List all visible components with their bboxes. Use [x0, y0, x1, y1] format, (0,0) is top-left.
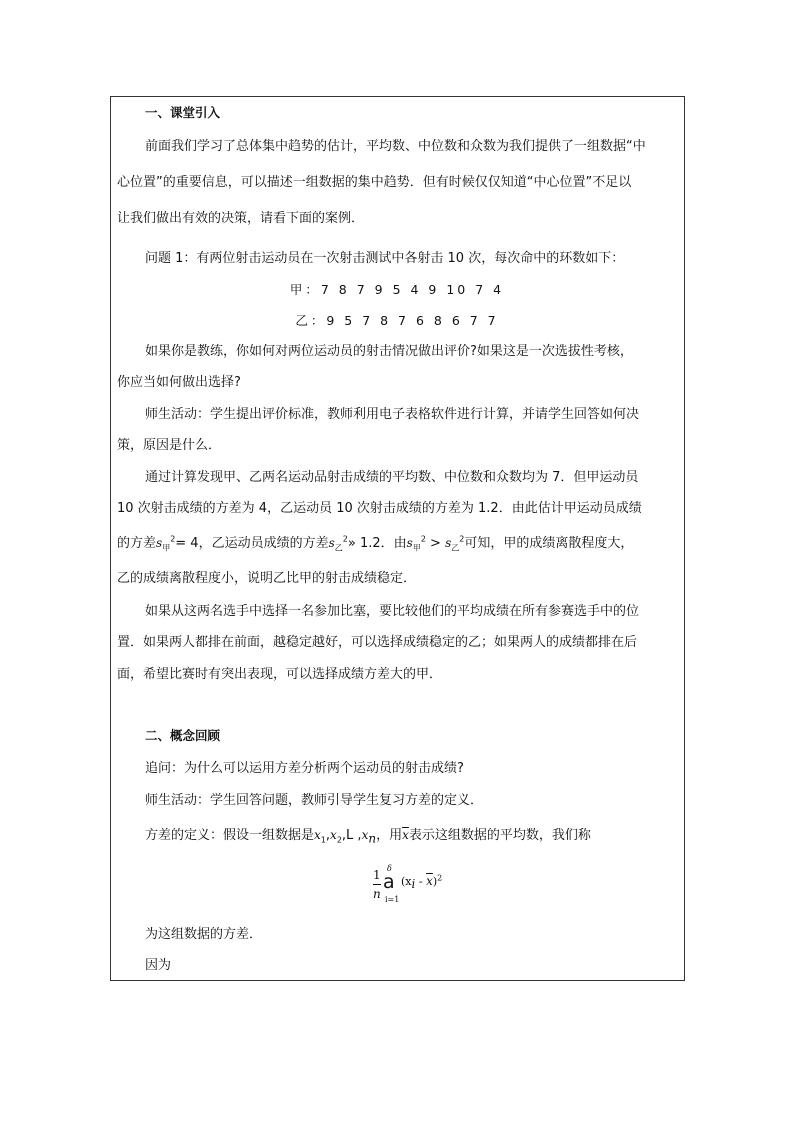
- formula-numerator: 1: [373, 868, 381, 882]
- variance-symbol: s: [445, 536, 452, 550]
- yi-scores-row: 乙：9 5 7 8 7 6 8 6 7 7: [295, 313, 499, 328]
- variable-x: x: [330, 828, 337, 842]
- subscript: 1: [320, 835, 326, 845]
- question-line-1: 如果你是教练，你如何对两位运动员的射击情况做出评价?如果这是一次选拔性考核，: [145, 344, 633, 359]
- analysis-text: ．由: [380, 536, 407, 551]
- term-open: (x: [401, 875, 412, 888]
- fraction-bar: [373, 884, 381, 885]
- superscript: 2: [342, 534, 348, 544]
- question-line-2: 你应当如何做出选择?: [117, 375, 241, 390]
- variance-conclusion: 为这组数据的方差．: [145, 927, 263, 942]
- formula-denominator: n: [373, 887, 381, 901]
- ellipsis-glyph: L: [346, 828, 354, 843]
- activity-line-2: 策，原因是什么．: [117, 438, 222, 453]
- subscript: 乙: [451, 543, 460, 553]
- problem-text: 有两位射击运动员在一次射击测试中各射击 10 次，每次命中的环数如下：: [196, 251, 625, 266]
- formula-term: [401, 873, 443, 892]
- variable-x: x: [314, 828, 321, 842]
- jia-scores-row: 甲：7 8 7 9 5 4 9 10 7 4: [289, 282, 505, 297]
- variance-symbol: s: [328, 536, 335, 550]
- definition-text: 表示这组数据的平均数，我们称: [408, 828, 591, 843]
- choice-line-1: 如果从这两名选手中选择一名参加比塞，要比较他们的平均成绩在所有参赛选手中的位: [145, 604, 640, 619]
- equation-value: » 1.2: [347, 536, 381, 551]
- variable-x: x: [361, 828, 369, 842]
- choice-line-2: 置．如果两人都排在前面，越稳定越好，可以选择成绩稳定的乙；如果两人的成绩都排在后: [117, 635, 638, 650]
- variance-definition: 方差的定义：假设一组数据是$x_1,x_2,L$ $,x_n$，用$\overline{x}$表示这组数据的平均数，我们称: [145, 828, 591, 846]
- analysis-line-3: [117, 534, 633, 553]
- section-heading-review: 二、概念回顾: [145, 728, 221, 743]
- definition-text: 方差的定义：假设一组数据是: [145, 828, 315, 843]
- analysis-text: 可知，甲的成绩离散程度大，: [464, 536, 634, 551]
- variance-formula: [373, 864, 463, 910]
- superscript: 2: [420, 534, 426, 544]
- comparison-operator: >: [425, 536, 446, 551]
- sum-upper-limit: δ: [387, 864, 392, 873]
- subscript: 甲: [162, 543, 171, 553]
- subscript: i: [411, 877, 416, 892]
- equation-value: = 4: [175, 536, 199, 551]
- sum-lower-limit: i=1: [385, 895, 400, 904]
- analysis-text: ，乙运动员成绩的方差: [198, 536, 329, 551]
- mean-symbol: $\overline{x}$: [402, 828, 409, 842]
- superscript: 2: [170, 534, 176, 544]
- analysis-line-2: 10 次射击成绩的方差为 4，乙运动员 10 次射击成绩的方差为 1.2．由此估计甲运动员成绩: [117, 501, 642, 516]
- followup-question: 追问：为什么可以运用方差分析两个运动员的射击成绩?: [145, 761, 464, 776]
- intro-line-2: 心位置”的重要信息，可以描述一组数据的集中趋势．但有时候仅仅知道“中心位置”不足以: [117, 175, 632, 190]
- term-close: ): [432, 875, 438, 888]
- subscript: 2: [336, 835, 342, 845]
- analysis-text: 的方差: [117, 536, 157, 551]
- subscript: n: [368, 831, 377, 846]
- analysis-line-1: 通过计算发现甲、乙两名运动品射击成绩的平均数、中位数和众数均为 7．但甲运动员: [145, 470, 639, 485]
- section-heading-intro: 一、课堂引入: [145, 105, 221, 120]
- superscript: 2: [437, 873, 443, 883]
- because-text: 因为: [145, 958, 172, 973]
- superscript: 2: [459, 534, 465, 544]
- subscript: 甲: [412, 543, 421, 553]
- subscript: 乙: [334, 543, 343, 553]
- mean-symbol: $\overline{x}$: [426, 874, 433, 888]
- minus-sign: -: [415, 875, 427, 888]
- variance-symbol: s: [406, 536, 413, 550]
- review-activity: 师生活动：学生回答问题，教师引导学生复习方差的定义．: [145, 793, 484, 808]
- definition-text: ，用: [376, 828, 403, 843]
- intro-line-1: 前面我们学习了总体集中趋势的估计，平均数、中位数和众数为我们提供了一组数据“中: [145, 139, 646, 154]
- problem-statement: [145, 250, 624, 268]
- variance-symbol: s: [156, 536, 163, 550]
- activity-line-1: 师生活动：学生提出评价标准，教师利用电子表格软件进行计算，并请学生回答如何决: [145, 407, 640, 422]
- intro-line-3: 让我们做出有效的决策，请看下面的案例．: [117, 211, 365, 226]
- analysis-line-4: 乙的成绩离散程度小，说明乙比甲的射击成绩稳定．: [117, 571, 417, 586]
- problem-label: 问题 1：: [145, 251, 197, 266]
- summation-glyph: a: [383, 871, 395, 893]
- choice-line-3: 面，希望比赛时有突出表现，可以选择成绩方差大的甲．: [117, 667, 443, 682]
